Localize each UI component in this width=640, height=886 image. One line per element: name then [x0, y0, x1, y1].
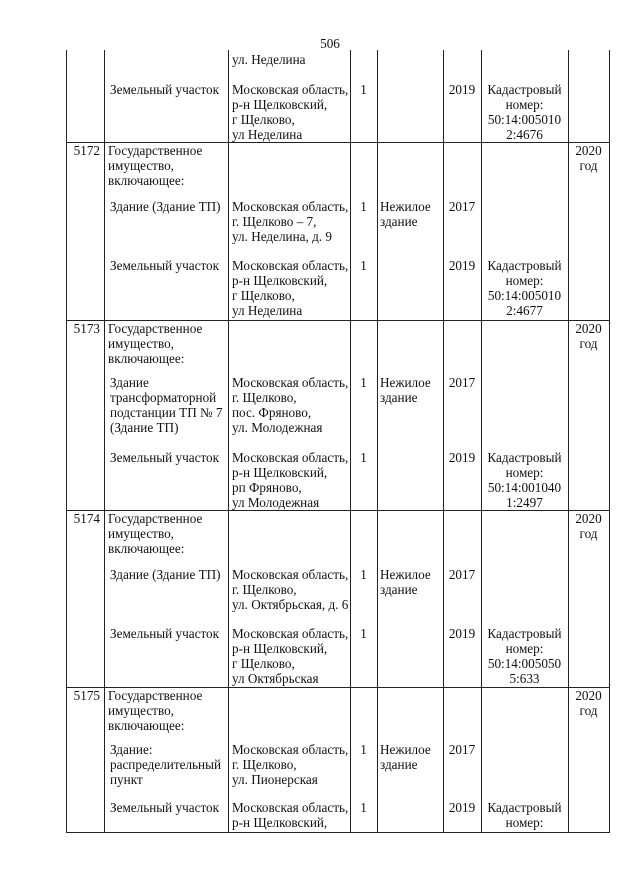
object-address: ул Молодежная: [232, 495, 320, 510]
object-year: 2017: [448, 567, 476, 582]
object-quantity: 1: [360, 375, 367, 390]
object-name: Земельный участок: [110, 258, 220, 273]
object-purpose: здание: [380, 390, 418, 405]
object-year: 2019: [448, 258, 476, 273]
cadastral-note: номер:: [505, 97, 544, 112]
object-address: Московская область,: [232, 258, 349, 273]
object-year: 2019: [448, 626, 476, 641]
object-year: 2019: [448, 450, 476, 465]
object-address: пос. Фряново,: [232, 405, 312, 420]
object-address: ул. Неделина, д. 9: [232, 229, 332, 244]
cadastral-note: Кадастровый: [487, 800, 562, 815]
entry-heading: включающее:: [108, 173, 185, 188]
entry-number: 5175: [73, 688, 100, 703]
table-column-rule: [609, 50, 610, 832]
entry-heading: Государственное: [108, 688, 203, 703]
object-address: рп Фряново,: [232, 480, 302, 495]
table-column-rule: [104, 50, 105, 832]
object-address: г Щелково,: [232, 288, 295, 303]
object-purpose: здание: [380, 757, 418, 772]
object-year: 2017: [448, 742, 476, 757]
entry-period: год: [579, 336, 598, 351]
cadastral-note: 50:14:005010: [487, 288, 562, 303]
entry-number: 5174: [73, 511, 100, 526]
entry-period: 2020: [575, 143, 602, 158]
object-purpose: здание: [380, 214, 418, 229]
entry-period: год: [579, 703, 598, 718]
object-year: 2017: [448, 375, 476, 390]
object-address: ул. Пионерская: [232, 772, 318, 787]
entry-heading: Государственное: [108, 511, 203, 526]
object-address: Московская область,: [232, 375, 349, 390]
cadastral-note: номер:: [505, 273, 544, 288]
cadastral-note: 1:2497: [506, 495, 543, 510]
object-quantity: 1: [360, 258, 367, 273]
table-row-rule: [66, 832, 610, 833]
cadastral-note: 50:14:001040: [487, 480, 562, 495]
table-column-rule: [481, 50, 482, 832]
object-name: Земельный участок: [110, 82, 220, 97]
entry-period: 2020: [575, 688, 602, 703]
cadastral-note: 2:4677: [506, 303, 543, 318]
object-address: ул. Октябрьская, д. 6: [232, 597, 349, 612]
object-quantity: 1: [360, 199, 367, 214]
object-name: Здание (Здание ТП): [110, 199, 221, 214]
object-name: Земельный участок: [110, 626, 220, 641]
cadastral-note: номер:: [505, 641, 544, 656]
object-name: Здание:: [110, 742, 153, 757]
table-column-rule: [350, 50, 351, 832]
object-address: Московская область,: [232, 82, 349, 97]
object-address: ул Неделина: [232, 127, 303, 142]
cadastral-note: номер:: [505, 465, 544, 480]
cadastral-note: 2:4676: [506, 127, 543, 142]
object-name: Земельный участок: [110, 800, 220, 815]
object-purpose: Нежилое: [380, 567, 431, 582]
table-column-rule: [377, 50, 378, 832]
entry-heading: имущество,: [108, 336, 174, 351]
object-name: трансформаторной: [110, 390, 217, 405]
entry-heading: имущество,: [108, 526, 174, 541]
object-address: р-н Щелковский,: [232, 273, 328, 288]
entry-number: 5173: [73, 321, 100, 336]
object-address: г. Щелково,: [232, 582, 297, 597]
object-address: Московская область,: [232, 800, 349, 815]
entry-heading: имущество,: [108, 158, 174, 173]
object-address: р-н Щелковский,: [232, 815, 328, 830]
object-address: р-н Щелковский,: [232, 465, 328, 480]
cadastral-note: Кадастровый: [487, 626, 562, 641]
object-name: (Здание ТП): [110, 420, 179, 435]
object-address: Московская область,: [232, 626, 349, 641]
object-purpose: здание: [380, 582, 418, 597]
object-address: р-н Щелковский,: [232, 97, 328, 112]
object-address: Московская область,: [232, 199, 349, 214]
cadastral-note: Кадастровый: [487, 258, 562, 273]
entry-heading: имущество,: [108, 703, 174, 718]
entry-heading: включающее:: [108, 541, 185, 556]
entry-heading: включающее:: [108, 351, 185, 366]
entry-heading: Государственное: [108, 143, 203, 158]
object-name: распределительный: [110, 757, 222, 772]
table-column-rule: [228, 50, 229, 832]
object-quantity: 1: [360, 567, 367, 582]
object-address: ул Неделина: [232, 303, 303, 318]
object-year: 2019: [448, 82, 476, 97]
object-year: 2017: [448, 199, 476, 214]
object-address: г. Щелково,: [232, 757, 297, 772]
object-name: Земельный участок: [110, 450, 220, 465]
cadastral-note: Кадастровый: [487, 82, 562, 97]
cadastral-note: номер:: [505, 815, 544, 830]
object-address: Московская область,: [232, 742, 349, 757]
object-address: г Щелково,: [232, 656, 295, 671]
object-address: г Щелково,: [232, 112, 295, 127]
table-column-rule: [66, 50, 67, 832]
page-number: 506: [320, 36, 340, 51]
entry-heading: Государственное: [108, 321, 203, 336]
object-name: пункт: [110, 772, 143, 787]
cadastral-note: 50:14:005010: [487, 112, 562, 127]
object-quantity: 1: [360, 742, 367, 757]
object-address: Московская область,: [232, 450, 349, 465]
object-address: г. Щелково,: [232, 390, 297, 405]
object-name: подстанции ТП № 7: [110, 405, 223, 420]
entry-period: 2020: [575, 511, 602, 526]
entry-number: 5172: [73, 143, 100, 158]
object-address: ул. Неделина: [232, 52, 306, 67]
object-address: Московская область,: [232, 567, 349, 582]
object-name: Здание: [110, 375, 149, 390]
object-quantity: 1: [360, 450, 367, 465]
entry-heading: включающее:: [108, 718, 185, 733]
object-name: Здание (Здание ТП): [110, 567, 221, 582]
entry-period: 2020: [575, 321, 602, 336]
object-quantity: 1: [360, 626, 367, 641]
entry-period: год: [579, 526, 598, 541]
object-address: ул. Молодежная: [232, 420, 323, 435]
object-quantity: 1: [360, 82, 367, 97]
object-purpose: Нежилое: [380, 375, 431, 390]
cadastral-note: 50:14:005050: [487, 656, 562, 671]
object-address: р-н Щелковский,: [232, 641, 328, 656]
object-quantity: 1: [360, 800, 367, 815]
cadastral-note: 5:633: [509, 671, 540, 686]
entry-period: год: [579, 158, 598, 173]
cadastral-note: Кадастровый: [487, 450, 562, 465]
object-address: ул Октябрьская: [232, 671, 319, 686]
object-year: 2019: [448, 800, 476, 815]
table-column-rule: [443, 50, 444, 832]
object-address: г. Щелково – 7,: [232, 214, 317, 229]
object-purpose: Нежилое: [380, 742, 431, 757]
object-purpose: Нежилое: [380, 199, 431, 214]
